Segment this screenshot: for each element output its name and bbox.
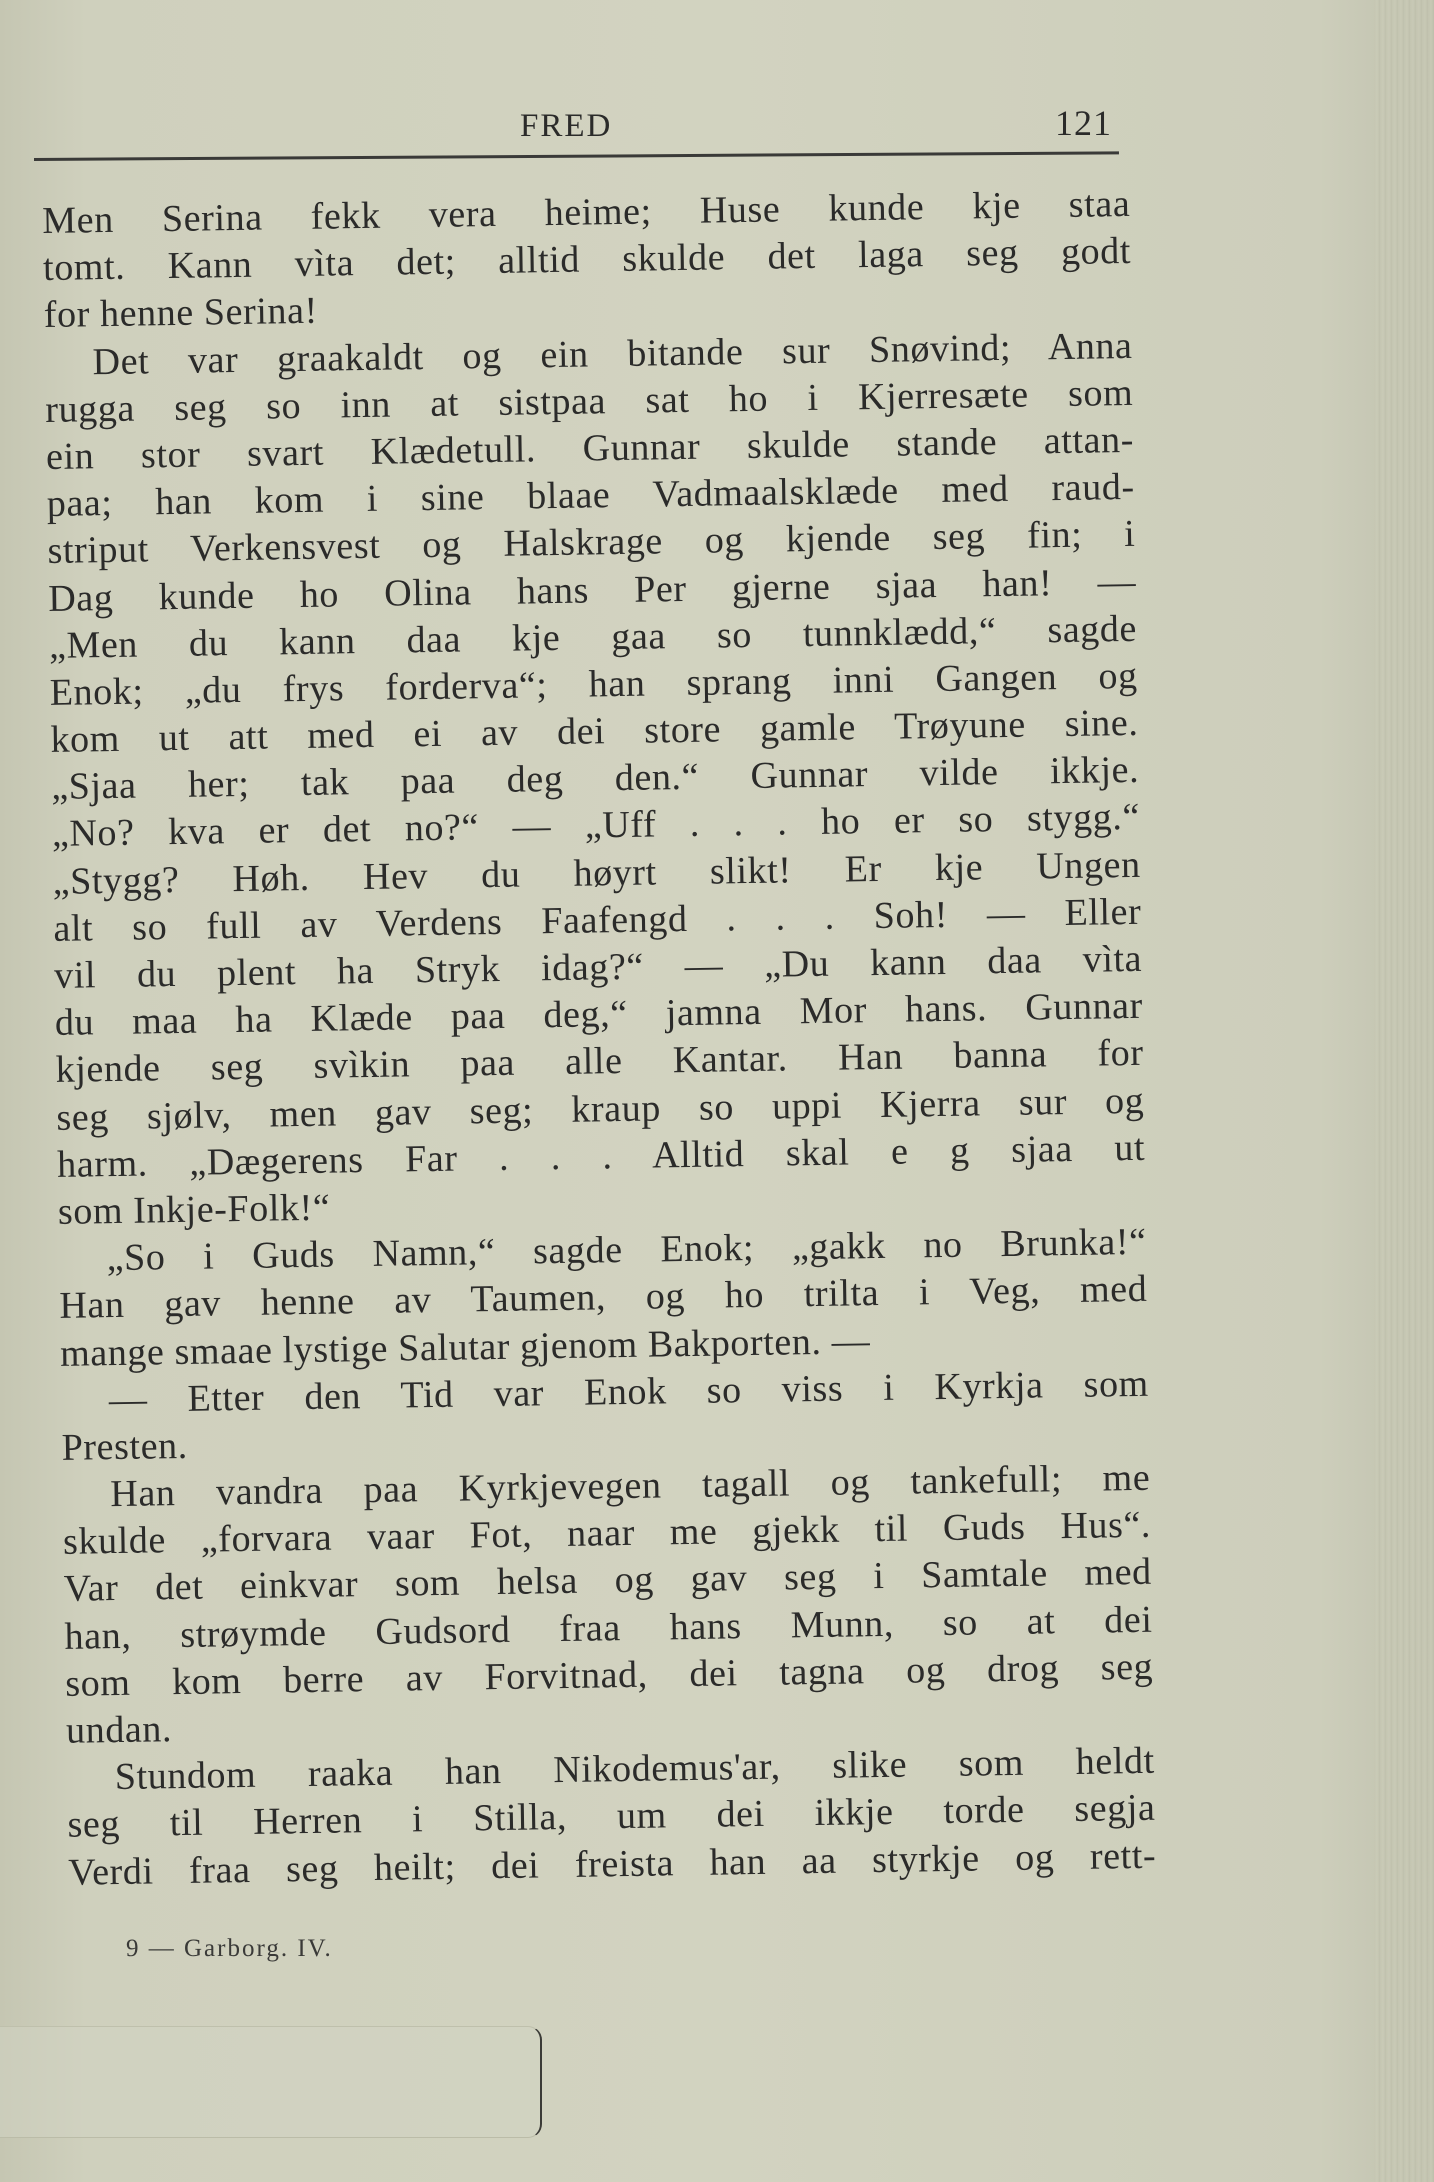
text-line: „Men du kann daa kje gaa so tunnklædd,“ sagde [48,607,1138,667]
text-line: du maa ha Klæde paa deg,“ jamna Mor hans. Gunnar [54,984,1144,1045]
text-line: „Stygg? Høh. Hev du høyrt slikt! Er kje Ungen [52,843,1141,903]
text-line: „So i Guds Namn,“ sagde Enok; „gakk no Brunka!“ [106,1220,1147,1280]
text-line: for henne Serina! [43,290,319,337]
text-line: mange smaae lystige Salutar gjenom Bakporten. — [59,1319,871,1375]
text-line: „No? kva er det no?“ — „Uff . . . ho er so stygg.“ [51,796,1141,856]
header-rule [34,151,1119,161]
text-line: vil du plent ha Stryk idag?“ — „Du kann daa vìta [53,937,1143,997]
page-header [520,98,1120,148]
text-line: skulde „forvara vaar Fot, naar me gjekk til Guds Hus“. [62,1503,1152,1564]
text-line: Det var graakaldt og ein bitande sur Snøvind; Anna [92,324,1133,383]
text-line: tomt. Kann vìta det; alltid skulde det laga seg godt [42,230,1132,290]
text-line: rugga seg so inn at sistpaa sat ho i Kjerresæte som [44,371,1134,431]
text-line: paa; han kom i sine blaae Vadmaalsklæde med raud- [46,466,1136,526]
text-line: Dag kunde ho Olina hans Per gjerne sjaa han! — [47,560,1137,620]
text-line: Var det einkvar som helsa og gav seg i Samtale med [63,1551,1153,1611]
text-line: — Etter den Tid var Enok so viss i Kyrkja som [108,1362,1150,1421]
text-line: „Sjaa her; tak paa deg den.“ Gunnar vilde ikkje. [50,749,1140,809]
text-line: kom ut att med ei av dei store gamle Trøyune sine. [50,701,1139,761]
running-title: FRED [520,108,613,144]
page-edge [1374,0,1434,2182]
body-text [42,181,1169,1897]
text-line: Han gav henne av Taumen, og ho trilta i Veg, med [59,1268,1148,1328]
text-line: Enok; „du frys forderva“; han sprang inni Gangen og [49,654,1138,714]
text-line: kjende seg svìkin paa alle Kantar. Han banna for [55,1032,1144,1092]
text-line: som Inkje-Folk!“ [57,1186,331,1233]
signature-mark: 9 — Garborg. IV. [126,1935,333,1962]
page-number: 121 [1055,103,1112,143]
text-line: Verdi fraa seg heilt; dei freista han aa styrkje og rett- [67,1834,1157,1894]
text-line: Stundom raaka han Nikodemus'ar, slike som heldt [114,1739,1156,1799]
library-label [0,2026,542,2138]
text-line: harm. „Dægerens Far . . . Alltid skal e g sjaa ut [56,1126,1146,1186]
text-line: han, strøymde Gudsord fraa hans Munn, so at dei [64,1598,1153,1658]
text-line: Presten. [61,1424,189,1469]
text-line: seg sjølv, men gav seg; kraup so uppi Kjerra sur og [56,1079,1145,1139]
text-line: alt so full av Verdens Faafengd . . . Soh! — Eller [53,890,1142,950]
text-line: undan. [65,1708,173,1752]
text-line: som kom berre av Forvitnad, dei tagna og drog seg [65,1645,1154,1705]
text-line: seg til Herren i Stilla, um dei ikkje torde segja [67,1787,1156,1847]
text-line: ein stor svart Klædetull. Gunnar skulde stande attan- [45,418,1135,478]
text-line: Men Serina fekk vera heime; Huse kunde kje staa [42,182,1131,242]
text-line: Han vandra paa Kyrkjevegen tagall og tankefull; me [110,1456,1151,1516]
text-line: striput Verkensvest og Halskrage og kjende seg fin; i [47,513,1136,573]
